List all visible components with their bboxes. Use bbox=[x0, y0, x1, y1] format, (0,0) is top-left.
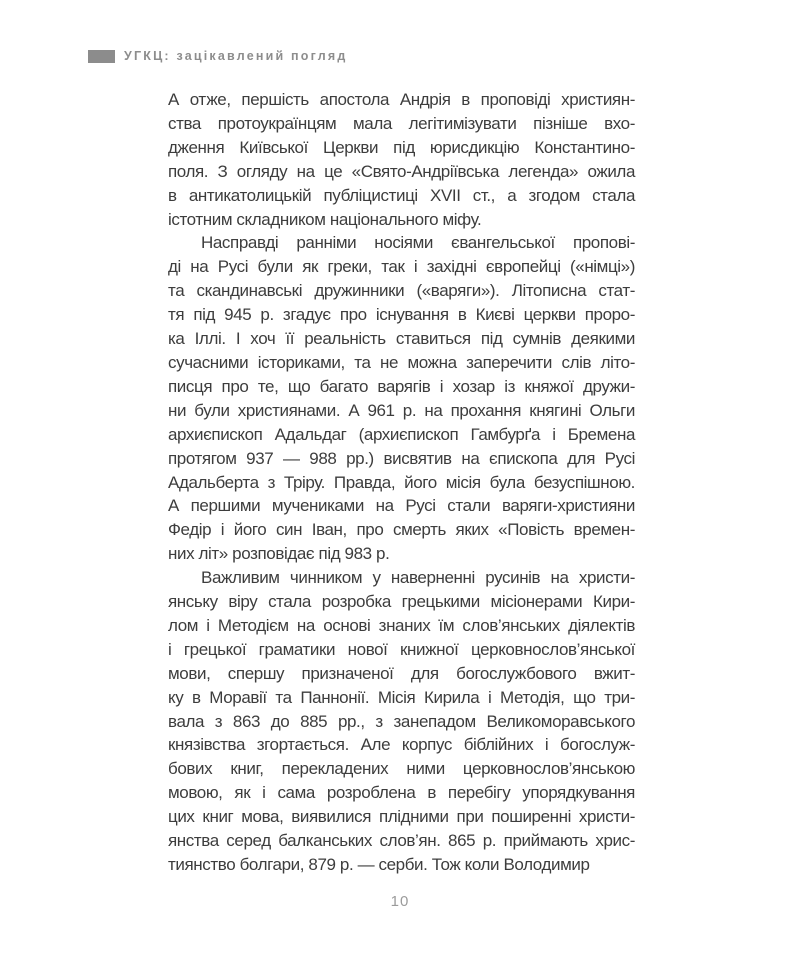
text-line: архиєпископ Адальдаг (архиєпископ Гамбурґа і Бремена bbox=[168, 424, 635, 444]
text-line: лом і Методієм на основі знаних їм слов’янських діялектів bbox=[168, 615, 635, 635]
header-marker-rect bbox=[88, 50, 115, 63]
text-line: янства серед балканських слов’ян. 865 р. приймають хрис- bbox=[168, 831, 635, 851]
paragraph bbox=[168, 231, 635, 566]
text-line: тиянство болгари, 879 р. — серби. Тож коли Володимир bbox=[168, 855, 590, 874]
text-line: Адальберта з Тріру. Правда, його місія була безуспішною. bbox=[168, 472, 635, 492]
text-line: Насправді ранніми носіями євангельської пропові- bbox=[201, 233, 635, 253]
text-line: протягом 937 — 988 рр.) висвятив на єпископа для Русі bbox=[168, 448, 635, 468]
text-line: ку в Моравії та Паннонії. Місія Кирила і Методія, що три- bbox=[168, 687, 635, 707]
text-line: мовою, як і сама розроблена в перебігу упорядкування bbox=[168, 783, 635, 803]
paragraph bbox=[168, 566, 635, 877]
text-line: ни були християнами. А 961 р. на прохання княгині Ольги bbox=[168, 400, 635, 420]
text-line: Федір і його син Іван, про смерть яких «Повість времен- bbox=[168, 520, 635, 540]
text-line: А першими мучениками на Русі стали варяги-християни bbox=[168, 496, 635, 516]
text-line: писця про те, що багато варягів і хозар із княжої дружи- bbox=[168, 376, 635, 396]
text-line: мови, спершу призначеної для богослужбового вжит- bbox=[168, 663, 635, 683]
page-number: 10 bbox=[390, 893, 410, 910]
paragraph bbox=[168, 88, 635, 231]
text-line: вала з 863 до 885 рр., з занепадом Великоморавського bbox=[168, 711, 635, 731]
text-line: А отже, першість апостола Андрія в проповіді християн- bbox=[168, 90, 635, 109]
running-header bbox=[88, 49, 348, 63]
text-line: і грецької граматики нової книжної церковнослов’янської bbox=[168, 639, 635, 659]
text-line: тя під 945 р. згадує про існування в Києві церкви проро- bbox=[168, 305, 635, 325]
text-line: цих книг мова, виявилися плідними при поширенні христи- bbox=[168, 807, 635, 827]
text-line: ства протоукраїнцям мала легітимізувати пізніше вхо- bbox=[168, 113, 635, 133]
text-line: Важливим чинником у наверненні русинів на христи- bbox=[201, 568, 635, 588]
text-line: дження Київської Церкви під юрисдикцію Константино- bbox=[168, 137, 635, 157]
text-line: князівства згортається. Але корпус біблійних і богослуж- bbox=[168, 735, 635, 755]
running-header-title: УГКЦ: зацікавлений погляд bbox=[124, 49, 348, 63]
text-line: сучасними істориками, та не можна заперечити слів літо- bbox=[168, 352, 635, 372]
text-line: в антикатолицькій публіцистиці XVII ст., а згодом стала bbox=[168, 185, 635, 205]
text-block bbox=[168, 88, 635, 877]
text-line: них літ» розповідає під 983 р. bbox=[168, 544, 390, 564]
text-line: ді на Русі були як греки, так і західні європейці («німці») bbox=[168, 257, 635, 277]
text-line: та скандинавські дружинники («варяги»). Літописна стат- bbox=[168, 281, 635, 301]
text-line: ка Іллі. І хоч її реальність ставиться під сумнів деякими bbox=[168, 329, 635, 349]
text-line: бових книг, перекладених ними церковнослов’янською bbox=[168, 759, 635, 779]
text-line: поля. З огляду на це «Свято-Андріївська легенда» ожила bbox=[168, 161, 635, 181]
text-line: істотним складником національного міфу. bbox=[168, 209, 482, 229]
text-line: янську віру стала розробка грецькими місіонерами Кири- bbox=[168, 592, 635, 612]
